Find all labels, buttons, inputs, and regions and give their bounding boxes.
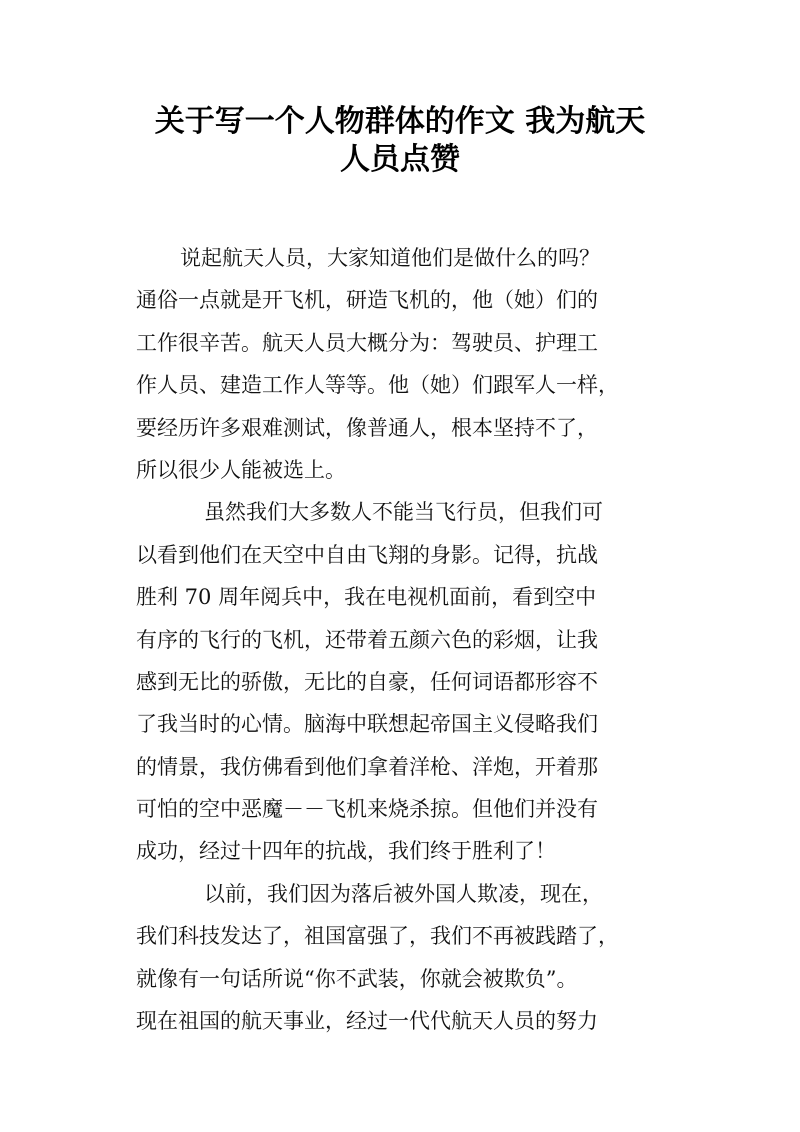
paragraph-3 [136,873,696,1043]
text-line: 虽然我们大多数人不能当飞行员，但我们可 [204,500,603,525]
paragraph-1 [136,237,696,491]
text-line: 可怕的空中恶魔－－飞机来烧杀掠。但他们并没有 [136,797,598,822]
title-line: 人员点赞 [340,142,460,177]
title-line: 关于写一个人物群体的作文 我为航天 [154,104,646,139]
text-line: 感到无比的骄傲，无比的自豪，任何词语都形容不 [136,669,598,694]
text-line: 了我当时的心情。脑海中联想起帝国主义侵略我们 [136,712,598,737]
text-line: 胜利 70 周年阅兵中，我在电视机面前，看到空中 [136,585,597,610]
document-title [0,103,800,179]
text-line: 有序的飞行的飞机，还带着五颜六色的彩烟，让我 [136,627,598,652]
paragraph-2 [136,491,696,873]
text-line: 说起航天人员，大家知道他们是做什么的吗？ [180,246,600,270]
text-line: 的情景，我仿佛看到他们拿着洋枪、洋炮，开着那 [136,754,598,779]
text-line: 我们科技发达了，祖国富强了，我们不再被践踏了， [136,924,619,949]
text-line: 所以很少人能被选上。 [136,457,346,482]
text-line: 成功，经过十四年的抗战，我们终于胜利了！ [136,839,556,864]
text-line: 作人员、建造工作人等等。他（她）们跟军人一样， [136,373,619,398]
text-line: 通俗一点就是开飞机，研造飞机的，他（她）们的 [136,288,598,313]
document-body [136,237,696,1042]
text-line: 要经历许多艰难测试，像普通人，根本坚持不了， [136,415,598,440]
text-line: 就像有一句话所说“你不武装，你就会被欺负”。 [136,966,578,991]
text-line: 工作很辛苦。航天人员大概分为：驾驶员、护理工 [136,330,598,355]
text-line: 现在祖国的航天事业，经过一代代航天人员的努力 [136,1009,598,1034]
text-line: 以看到他们在天空中自由飞翔的身影。记得，抗战 [136,542,598,567]
text-line: 以前，我们因为落后被外国人欺凌，现在， [204,881,603,906]
